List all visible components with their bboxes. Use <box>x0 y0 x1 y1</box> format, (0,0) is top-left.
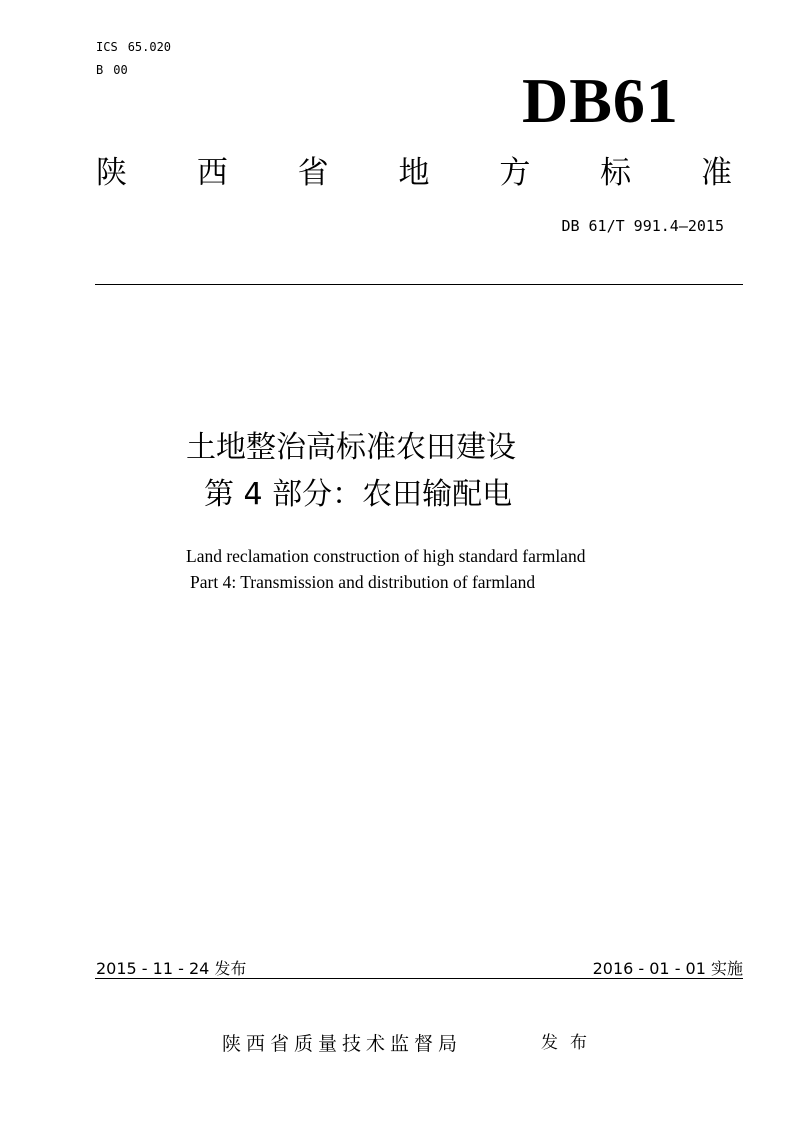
class-label: B <box>96 63 104 77</box>
ics-label: ICS <box>96 40 118 54</box>
footer-divider <box>95 978 743 979</box>
standard-type-heading <box>96 153 732 193</box>
class-value: 00 <box>113 63 128 77</box>
header-divider <box>95 284 743 285</box>
title-zh-part: 第 4 部分：农田输配电 <box>204 477 513 512</box>
standard-type-char: 地 <box>398 155 430 191</box>
ics-code <box>96 40 181 54</box>
standard-number: DB 61/T 991.4—2015 <box>561 217 724 235</box>
standard-type-char: 准 <box>700 155 732 191</box>
standard-type-char: 西 <box>196 155 228 191</box>
ics-value: 65.020 <box>127 40 172 54</box>
standard-type-char: 标 <box>600 155 632 191</box>
classification-code <box>96 63 138 77</box>
standard-type-char: 方 <box>499 155 531 191</box>
title-en-main: Land reclamation construction of high standard farmland <box>186 546 586 566</box>
publisher-name: 陕西省质量技术监督局 <box>222 1033 463 1055</box>
standard-logo-code: DB61 <box>522 65 679 136</box>
standard-type-char: 省 <box>297 155 329 191</box>
title-en-part: Part 4: Transmission and distribution of farmland <box>190 572 536 592</box>
implementation-date: 2016 - 01 - 01 实施 <box>592 959 743 978</box>
issue-date: 2015 - 11 - 24 发布 <box>96 959 247 978</box>
publish-label: 发布 <box>541 1033 599 1053</box>
standard-type-char: 陕 <box>96 155 127 191</box>
title-zh-main: 土地整治高标准农田建设 <box>186 430 516 465</box>
